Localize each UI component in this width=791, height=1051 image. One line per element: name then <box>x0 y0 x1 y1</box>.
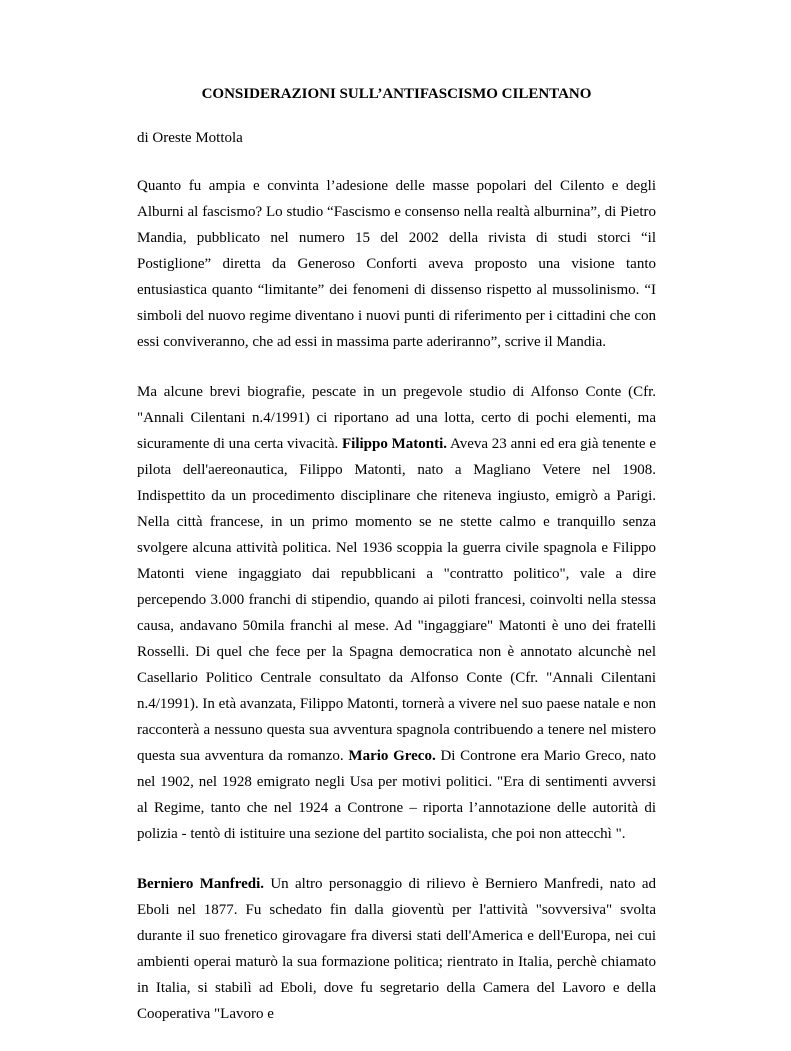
bio-text-greco: Di Controne era Mario Greco, nato nel 1902, nel 1928 emigrato negli Usa per motivi politici. "Era di sentimenti avversi al Regime, tanto che nel 1924 a Controne – riporta l’annotazione delle autorità di polizia - tentò di istituire una sezione del partito socialista, che poi non attecchì ". <box>137 748 657 842</box>
paragraph-text: Ma alcune brevi biografie, pescate in un pregevole studio di Alfonso Conte (Cfr. "Annali Cilentani n.4/1991) ci riportano ad una lotta, certo di pochi elementi, ma sicuramente di una certa vivacità. <box>137 384 656 452</box>
bio-name-matonti: Filippo Matonti. <box>342 436 448 452</box>
bio-text-manfredi: Un altro personaggio di rilievo è Berniero Manfredi, nato ad Eboli nel 1877. Fu schedato fin dalla gioventù per l'attività "sovversiva" svolta durante il suo frenetico girovagare fra diversi stati dell'America e dell'Europa, nei cui ambienti operai maturò la sua formazione politica; rientrato in Italia, perchè chiamato in Italia, si stabilì ad Eboli, dove fu segretario della Camera del Lavoro e della Cooperativa "Lavoro e <box>137 876 656 1022</box>
document-title: CONSIDERAZIONI SULL’ANTIFASCISMO CILENTANO <box>201 86 592 102</box>
author-line: di Oreste Mottola <box>137 130 243 146</box>
document-body <box>137 84 656 1051</box>
paragraph-manfredi <box>137 871 656 1027</box>
paragraph-intro <box>137 173 656 355</box>
bio-text-matonti: Aveva 23 anni ed era già tenente e pilota dell'aereonautica, Filippo Matonti, nato a Magliano Vetere nel 1908. Indispettito da un procedimento disciplinare che riteneva ingiusto, emigrò a Parigi. Nella città francese, in un primo momento se ne stette calmo e tranquillo senza svolgere alcuna attività politica. Nel 1936 scoppia la guerra civile spagnola e Filippo Matonti viene ingaggiato dai repubblicani a "contratto politico", vale a dire percependo 3.000 franchi di stipendio, quando ai piloti francesi, coinvolti nella stessa causa, andavano 50mila franchi al mese. Ad "ingaggiare" Matonti è uno dei fratelli Rosselli. Di quel che fece per la Spagna democratica non è annotato alcunchè nel Casellario Politico Centrale consultato da Alfonso Conte (Cfr. "Annali Cilentani n.4/1991). In età avanzata, Filippo Matonti, tornerà a vivere nel suo paese natale e non racconterà a nessuno questa sua avventura spagnola contribuendo a tenere nel mistero questa sua avventura da romanzo. <box>137 436 656 764</box>
paragraph-text: Quanto fu ampia e convinta l’adesione delle masse popolari del Cilento e degli Alburni al fascismo? Lo studio “Fascismo e consenso nella realtà alburnina”, di Pietro Mandia, pubblicato nel numero 15 del 2002 della rivista di studi storci “il Postiglione” diretta da Generoso Conforti aveva proposto una visione tanto entusiastica quanto “limitante” dei fenomeni di dissenso rispetto al mussolinismo. “I simboli del nuovo regime diventano i nuovi punti di riferimento per i cittadini che con essi conviveranno, che ad essi in massima parte aderiranno”, scrive il Mandia. <box>137 178 656 350</box>
paragraph-biographies <box>137 379 656 847</box>
bio-name-greco: Mario Greco. <box>348 748 436 764</box>
bio-name-manfredi: Berniero Manfredi. <box>137 876 265 892</box>
